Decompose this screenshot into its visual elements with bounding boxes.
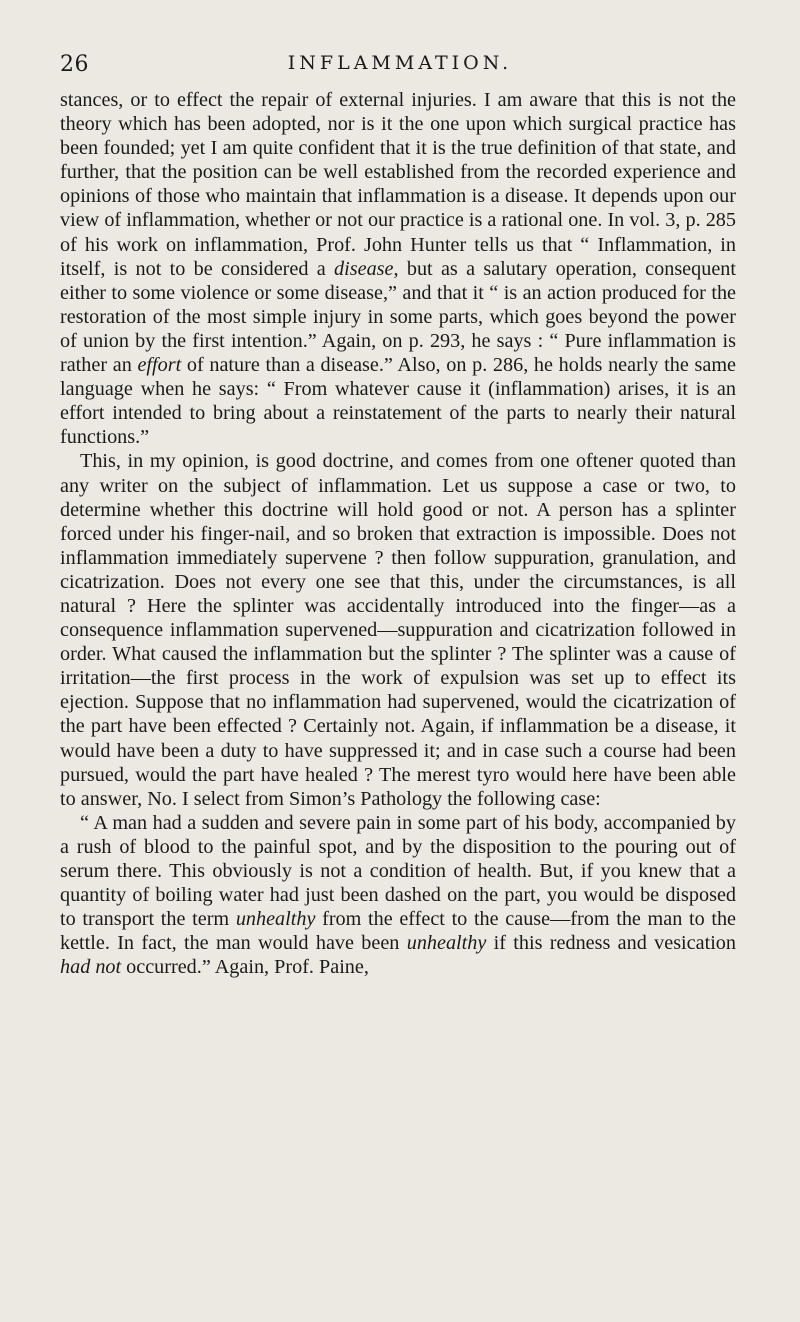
italic-run: disease bbox=[334, 257, 394, 280]
text-run: of nature than a disease.” Also, on p. 286, he holds nearly the same language when he says: “ From whatever cause it (inflammation) arises, it is an effort intended to bring about a reinstatement of the parts to nearly their natural functions.” bbox=[60, 354, 736, 449]
body-text bbox=[60, 88, 736, 979]
italic-run: unhealthy bbox=[406, 932, 487, 955]
paragraph-simon-quote bbox=[60, 811, 736, 980]
text-run: if this redness and vesication bbox=[486, 932, 736, 955]
paragraph-splinter-case bbox=[60, 449, 736, 810]
paragraph-hunter-quotes bbox=[60, 88, 736, 449]
text-run: “ A man had a sudden and severe pain in some part of his body, accompanied by a rush of blood to the painful spot, and by the disposition to the pouring out of serum there. This obviously is not a condition of health. But, if you knew that a quantity of boiling water had just been dashed on the part, you would be disposed to transport the term bbox=[60, 811, 736, 931]
text-run: from the effect to the cause—from the man to the kettle. In fact, the man would have been bbox=[60, 908, 737, 955]
text-run: stances, or to effect the repair of external injuries. I am aware that this is not the theory which has been adopted, nor is it the one upon which surgical practice has been founded; yet I am quite confident that it is the true definition of that state, and further, that the position can be well established from the recorded experience and opinions of those who maintain that inflammation is a disease. It depends upon our view of inflammation, whether or not our practice is a rational one. In vol. 3, p. 285 of his work on inflammation, Prof. John Hunter tells us that “ Inflammation, in itself, is not to be considered a bbox=[60, 89, 736, 280]
italic-run: had not bbox=[60, 956, 122, 979]
italic-run: effort bbox=[137, 354, 182, 377]
text-run: This, in my opinion, is good doctrine, and comes from one oftener quoted than any writer on the subject of inflammation. Let us suppose a case or two, to determine whether this doctrine will hold good or not. A person has a splinter forced under his finger-nail, and so broken that extraction is impossible. Does not inflammation immediately supervene ? then follow suppuration, granulation, and cicatrization. Does not every one see that this, under the circumstances, is all natural ? Here the splinter was accidentally introduced into the finger—as a consequence inflammation supervened—suppuration and cicatrization followed in order. What caused the inflammation but the splinter ? The splinter was a cause of irritation—the first process in the work of expulsion was set up to effect its ejection. Suppose that no inflammation had supervened, would the cicatrization of the part have been effected ? Certainly not. Again, if inflammation be a disease, it would have been a duty to have suppressed it; and in case such a course had been pursued, would the part have healed ? The merest tyro would here have been able to answer, No. I select from Simon’s Pathology the following case: bbox=[60, 450, 736, 810]
running-title: INFLAMMATION. bbox=[287, 52, 513, 74]
text-run: occurred.” Again, Prof. Paine, bbox=[121, 956, 369, 979]
page-number: 26 bbox=[60, 52, 89, 77]
italic-run: unhealthy bbox=[235, 908, 316, 931]
text-run: , but as a salutary operation, consequent either to some violence or some disease,” and that it “ is an action produced for the restoration of the most simple injury in some parts, which goes beyond the power of union by the first intention.” Again, on p. 293, he says : “ Pure inflammation is rather an bbox=[60, 257, 736, 377]
running-head bbox=[60, 52, 740, 76]
